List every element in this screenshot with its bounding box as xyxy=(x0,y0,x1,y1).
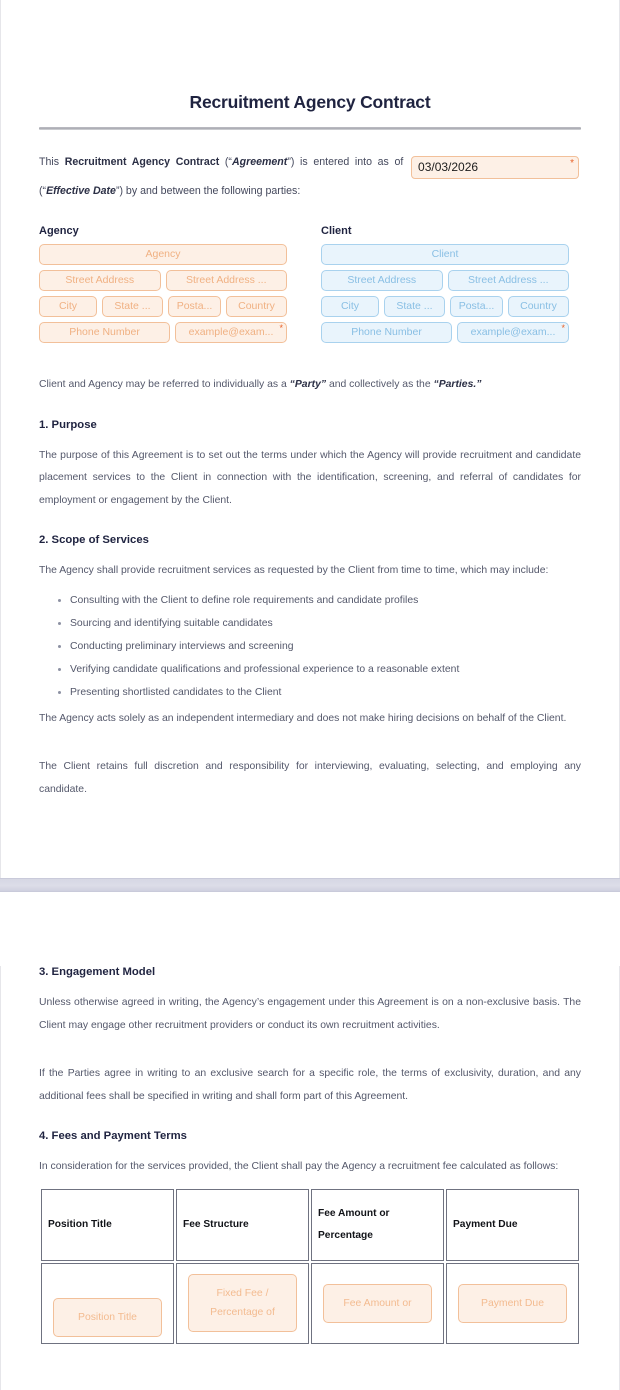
intro-suffix: ”) by and between the following parties: xyxy=(115,185,301,197)
agency-state-input[interactable]: State ... xyxy=(102,296,163,317)
intro-prefix: This xyxy=(39,156,65,168)
page-title: Recruitment Agency Contract xyxy=(189,92,431,112)
intro-mid-2: ”) is entered into as of xyxy=(287,156,410,168)
client-city-input[interactable]: City xyxy=(321,296,379,317)
client-party-block xyxy=(321,225,569,348)
list-item: • Sourcing and identifying suitable candidates xyxy=(70,612,581,635)
agency-contact-row xyxy=(39,322,287,343)
agency-name-input[interactable]: Agency xyxy=(39,244,287,265)
client-label: Client xyxy=(321,225,352,237)
fee-table xyxy=(39,1187,581,1346)
client-street-address-input[interactable]: Street Address xyxy=(321,270,443,291)
party-term: “Party” xyxy=(289,379,327,390)
section-3-paragraph-2: If the Parties agree in writing to an exclusive search for a specific role, the terms of exclusivity, duration, and any additional fees shall be specified in writing and shall form part of this Agreement. xyxy=(39,1068,581,1102)
client-email-input[interactable] xyxy=(457,322,569,343)
client-name-input[interactable]: Client xyxy=(321,244,569,265)
agency-locality-row xyxy=(39,296,287,317)
list-item: • Presenting shortlisted candidates to the Client xyxy=(70,681,581,704)
section-2-after-bullets-2: The Client retains full discretion and responsibility for interviewing, evaluating, selecting, and employing any candidate. xyxy=(39,761,581,795)
intro-mid-1: (“ xyxy=(219,156,232,168)
effective-date-value: 03/03/2026 xyxy=(418,160,479,174)
table-header-payment-due: Payment Due xyxy=(446,1189,579,1261)
agency-phone-input[interactable]: Phone Number xyxy=(39,322,170,343)
agency-email-input[interactable] xyxy=(175,322,287,343)
table-header-fee-structure: Fee Structure xyxy=(176,1189,309,1261)
document-page-2 xyxy=(0,966,620,1390)
client-street-row xyxy=(321,270,569,291)
table-header-position-title: Position Title xyxy=(41,1189,174,1261)
page-break-divider xyxy=(0,878,620,892)
table-cell-fee-amount xyxy=(311,1263,444,1344)
table-cell-position-title xyxy=(41,1263,174,1344)
client-name-row xyxy=(321,244,569,265)
client-phone-input[interactable]: Phone Number xyxy=(321,322,452,343)
agency-street-address-2-input[interactable]: Street Address ... xyxy=(166,270,288,291)
client-postal-input[interactable]: Posta... xyxy=(450,296,503,317)
table-header-fee-amount-or-percentage: Fee Amount or Percentage xyxy=(311,1189,444,1261)
section-4-paragraph-1: In consideration for the services provided, the Client shall pay the Agency a recruitment fee calculated as follows: xyxy=(39,1161,559,1172)
fee-structure-input[interactable]: Fixed Fee / Percentage of xyxy=(188,1274,297,1332)
section-1-paragraph-1: The purpose of this Agreement is to set out the terms under which the Agency will provide recruitment and candidate placement services to the Client in connection with the identification, screening, and referral of candidates for employment or engagement by the Client. xyxy=(39,449,581,506)
parties-section xyxy=(39,225,581,348)
section-heading-fees-and-payment-terms: 4. Fees and Payment Terms xyxy=(39,1130,187,1142)
effective-date-input[interactable] xyxy=(411,156,579,179)
agency-city-input[interactable]: City xyxy=(39,296,97,317)
intro-paragraph xyxy=(39,150,581,203)
agency-street-address-input[interactable]: Street Address xyxy=(39,270,161,291)
section-2-after-bullets-1: The Agency acts solely as an independent intermediary and does not make hiring decisions on behalf of the Client. xyxy=(39,712,567,724)
agency-email-required-asterisk-icon: * xyxy=(279,323,283,333)
agency-party-block xyxy=(39,225,287,348)
table-header-row xyxy=(41,1189,579,1261)
section-heading-purpose: 1. Purpose xyxy=(39,418,97,431)
agency-email-placeholder: example@exam... xyxy=(188,326,274,338)
required-asterisk-icon: * xyxy=(570,158,575,169)
section-3-paragraph-1: Unless otherwise agreed in writing, the Agency’s engagement under this Agreement is on a non-exclusive basis. The Client may engage other recruitment providers or conduct its own recruitment activities. xyxy=(39,997,581,1031)
position-title-input[interactable]: Position Title xyxy=(53,1298,162,1337)
client-country-input[interactable]: Country xyxy=(508,296,569,317)
agency-name-row xyxy=(39,244,287,265)
client-locality-row xyxy=(321,296,569,317)
table-cell-fee-structure xyxy=(176,1263,309,1344)
intro-agreement-term: Agreement xyxy=(231,156,288,168)
intro-effective-date-term: Effective Date xyxy=(46,185,116,197)
payment-due-input[interactable]: Payment Due xyxy=(458,1284,567,1323)
list-item: • Consulting with the Client to define role requirements and candidate profiles xyxy=(70,589,581,612)
section-heading-scope-of-services: 2. Scope of Services xyxy=(39,534,149,546)
intro-mid-3: (“ xyxy=(39,185,47,197)
table-cell-payment-due xyxy=(446,1263,579,1344)
client-email-placeholder: example@exam... xyxy=(470,326,556,338)
client-state-input[interactable]: State ... xyxy=(384,296,445,317)
agency-street-row xyxy=(39,270,287,291)
scope-of-services-list xyxy=(39,589,581,704)
parties-clause-lead: Client and Agency may be referred to individually as a xyxy=(39,379,290,390)
client-contact-row xyxy=(321,322,569,343)
client-street-address-2-input[interactable]: Street Address ... xyxy=(448,270,570,291)
title-divider xyxy=(39,127,581,130)
list-item: • Verifying candidate qualifications and professional experience to a reasonable extent xyxy=(70,658,581,681)
agency-label: Agency xyxy=(39,225,79,237)
fee-amount-input[interactable]: Fee Amount or xyxy=(323,1284,432,1323)
parties-clause-middle: and collectively as the xyxy=(326,379,434,390)
agency-country-input[interactable]: Country xyxy=(226,296,287,317)
list-item: • Conducting preliminary interviews and screening xyxy=(70,635,581,658)
section-heading-engagement-model: 3. Engagement Model xyxy=(39,966,156,978)
agency-postal-input[interactable]: Posta... xyxy=(168,296,221,317)
intro-contract-name: Recruitment Agency Contract xyxy=(64,156,220,168)
client-email-required-asterisk-icon: * xyxy=(561,323,565,333)
parties-term: “Parties.” xyxy=(433,379,482,390)
parties-definition-paragraph xyxy=(39,374,581,397)
section-2-paragraph-1: The Agency shall provide recruitment services as requested by the Client from time to time, which may include: xyxy=(39,565,549,576)
table-row xyxy=(41,1263,579,1344)
